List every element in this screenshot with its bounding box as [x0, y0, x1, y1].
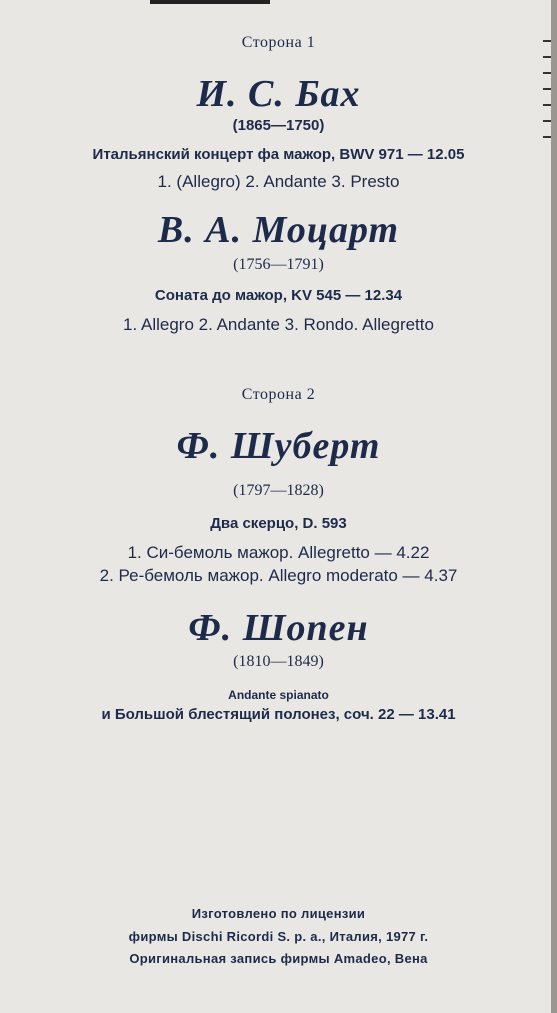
side-2-label: Сторона 2	[241, 386, 316, 403]
dates-chopin: (1810—1849)	[233, 653, 324, 670]
composer-chopin: Ф. Шопен	[188, 607, 369, 649]
footer-recording-line: Оригинальная запись фирмы Amadeo, Вена	[129, 951, 428, 966]
movement-schubert-1: 1. Си-бемоль мажор. Allegretto — 4.22	[127, 543, 430, 562]
top-print-mark	[150, 0, 270, 4]
movement-schubert-2: 2. Ре-бемоль мажор. Allegro moderato — 4.37	[99, 566, 458, 585]
work-chopin-line2: и Большой блестящий полонез, соч. 22 — 13.41	[101, 706, 456, 723]
composer-bach: И. С. Бах	[196, 73, 361, 115]
work-bach: Итальянский концерт фа мажор, BWV 971 — 12.05	[92, 146, 465, 163]
dates-bach: (1865—1750)	[232, 117, 325, 134]
composer-schubert: Ф. Шуберт	[176, 425, 381, 467]
movements-bach: 1. (Allegro) 2. Andante 3. Presto	[157, 172, 400, 191]
dates-schubert: (1797—1828)	[233, 482, 324, 499]
side-1-label: Сторона 1	[241, 34, 316, 51]
footer-license-line: Изготовлено по лицензии	[191, 906, 366, 921]
movements-mozart: 1. Allegro 2. Andante 3. Rondo. Allegretto	[123, 315, 434, 334]
composer-mozart: В. А. Моцарт	[157, 209, 400, 251]
work-schubert: Два скерцо, D. 593	[210, 515, 347, 532]
footer-company-line: фирмы Dischi Ricordi S. p. a., Италия, 1977 г.	[128, 929, 429, 944]
work-mozart: Соната до мажор, KV 545 — 12.34	[154, 287, 403, 304]
dates-mozart: (1756—1791)	[233, 256, 324, 273]
work-chopin-line1: Andante spianato	[228, 688, 329, 702]
